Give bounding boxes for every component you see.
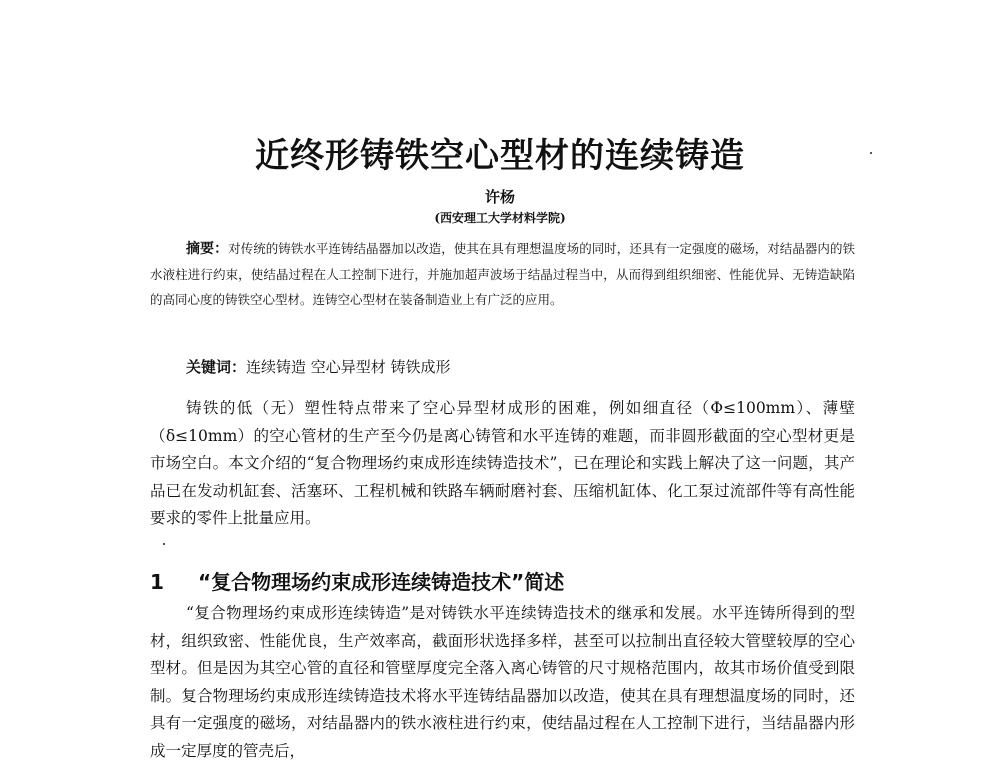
intro-paragraph: 铸铁的低（无）塑性特点带来了空心异型材成形的困难，例如细直径（Φ≤100mm）、薄壁（δ≤10mm）的空心管材的生产至今仍是离心铸管和水平连铸的难题，而非圆形截面的空心型材更是市场空白。本文介绍的“复合物理场约束成形连续铸造技术”，已在理论和实践上解决了这一问题，其产品已在发动机缸套、活塞环、工程机械和铁路车辆耐磨衬套、压缩机缸体、化工泵过流部件等有高性能要求的零件上批量应用。: [150, 399, 855, 527]
abstract-text: 对传统的铸铁水平连铸结晶器加以改造，使其在具有理想温度场的同时，还具有一定强度的磁场，对结晶器内的铁水液柱进行约束，使结晶过程在人工控制下进行，并施加超声波场于结晶过程当中，从而得到组织细密、性能优异、无铸造缺陷的高同心度的铸铁空心型材。连铸空心型材在装备制造业上有广泛的应用。: [150, 241, 855, 307]
paper-author: 许杨: [484, 188, 515, 206]
keywords-text: 连续铸造 空心异型材 铸铁成形: [246, 358, 451, 376]
abstract-block: [150, 236, 855, 312]
section-title: “复合物理场约束成形连续铸造技术”简述: [198, 570, 565, 594]
paper-affiliation: (西安理工大学材料学院): [434, 211, 566, 225]
section-paragraph: “复合物理场约束成形连续铸造”是对铸铁水平连续铸造技术的继承和发展。水平连铸所得到的型材，组织致密、性能优良，生产效率高，截面形状选择多样，甚至可以拉制出直径较大管壁较厚的空心型材。但是因为其空心管的直径和管壁厚度完全落入离心铸管的尺寸规格范围内，故其市场价值受到限制。复合物理场约束成形连续铸造技术将水平连铸结晶器加以改造，使其在具有理想温度场的同时，还具有一定强度的磁场，对结晶器内的铁水液柱进行约束，使结晶过程在人工控制下进行，当结晶器内形成一定厚度的管壳后，: [150, 604, 855, 760]
scan-speck: [163, 543, 165, 545]
keywords-label: 关键词：: [186, 358, 247, 376]
section-heading: [150, 566, 564, 595]
abstract-label: 摘要：: [186, 241, 229, 257]
paper-title: 近终形铸铁空心型材的连续铸造: [255, 136, 745, 176]
section-number: 1: [150, 570, 164, 594]
keywords-block: [186, 356, 451, 377]
scan-speck: [870, 152, 872, 154]
